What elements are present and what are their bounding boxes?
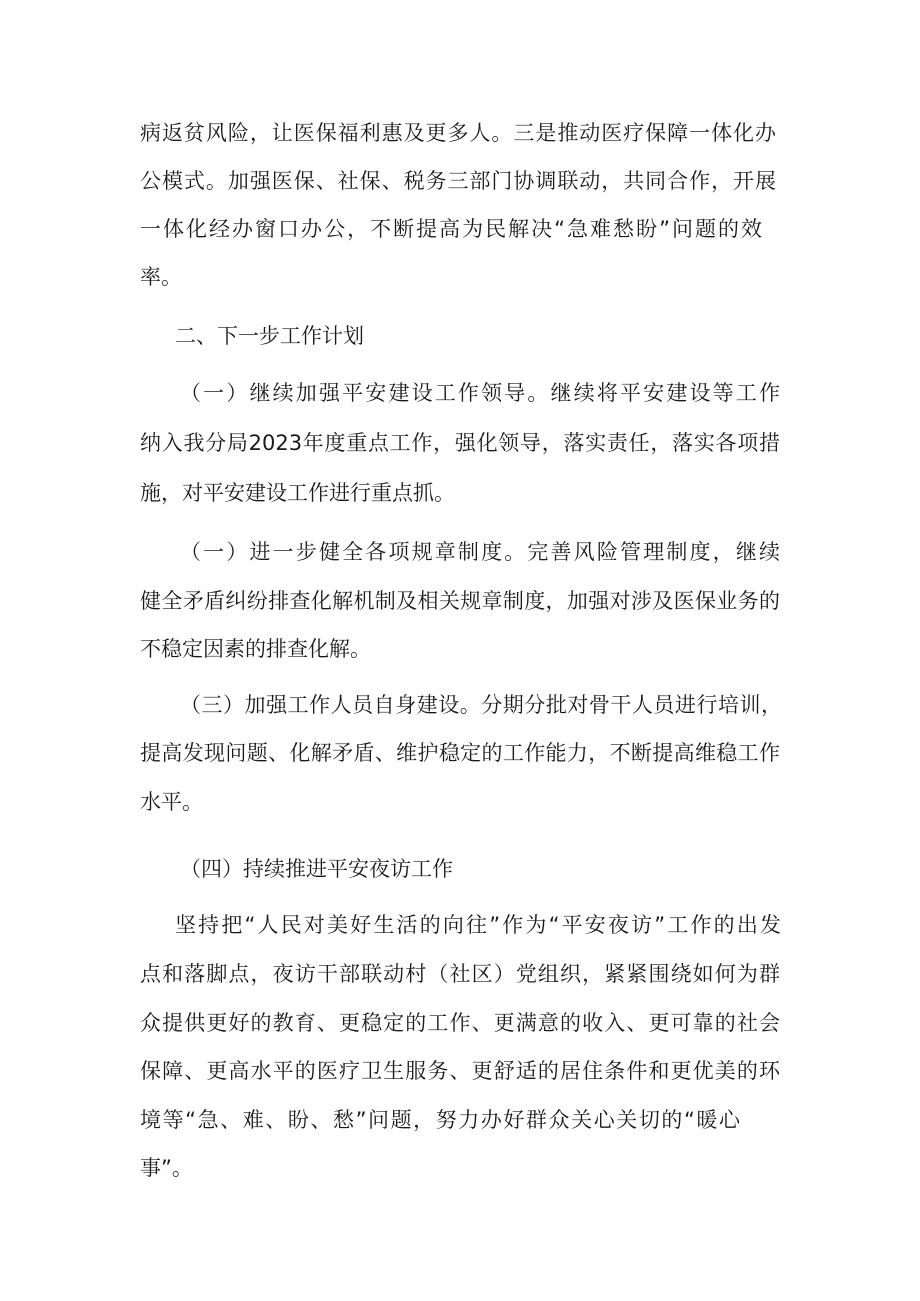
text-line: 公模式。加强医保、社保、税务三部门协调联动，共同合作，开展	[140, 169, 776, 193]
text-line: 点和落脚点，夜访干部联动村（社区）党组织，紧紧围绕如何为群	[140, 962, 780, 986]
plan-item-4-heading: （四）持续推进平安夜访工作	[180, 857, 453, 881]
text-line: 施，对平安建设工作进行重点抓。	[140, 481, 455, 505]
text-line: （一）进一步健全各项规章制度。完善风险管理制度，继续	[180, 540, 780, 564]
text-line: 健全矛盾纠纷排查化解机制及相关规章制度，加强对涉及医保业务的	[140, 589, 780, 613]
text-line: 纳入我分局2023年度重点工作，强化领导，落实责任，落实各项措	[140, 431, 780, 455]
text-line: 事”。	[140, 1156, 193, 1180]
text-line: 不稳定因素的排查化解。	[140, 637, 371, 661]
text-line: 病返贫风险，让医保福利惠及更多人。三是推动医疗保障一体化办	[140, 121, 776, 145]
text-line: （三）加强工作人员自身建设。分期分批对骨干人员进行培训，	[180, 693, 782, 717]
text-line: 一体化经办窗口办公，不断提高为民解决“急难愁盼”问题的效	[140, 217, 762, 241]
text-line: 水平。	[140, 790, 203, 814]
text-line: 境等“急、难、盼、愁”问题，努力办好群众关心关切的“暖心	[140, 1108, 740, 1132]
text-line: 坚持把“人民对美好生活的向往”作为“平安夜访”工作的出发	[175, 913, 781, 937]
text-line: 众提供更好的教育、更稳定的工作、更满意的收入、更可靠的社会	[140, 1011, 780, 1035]
text-line: 保障、更高水平的医疗卫生服务、更舒适的居住条件和更优美的环	[140, 1059, 780, 1083]
text-line: 提高发现问题、化解矛盾、维护稳定的工作能力，不断提高维稳工作	[140, 741, 780, 765]
section-heading: 二、下一步工作计划	[175, 324, 364, 348]
text-line: 率。	[140, 265, 182, 289]
text-line: （一）继续加强平安建设工作领导。继续将平安建设等工作	[180, 381, 780, 405]
